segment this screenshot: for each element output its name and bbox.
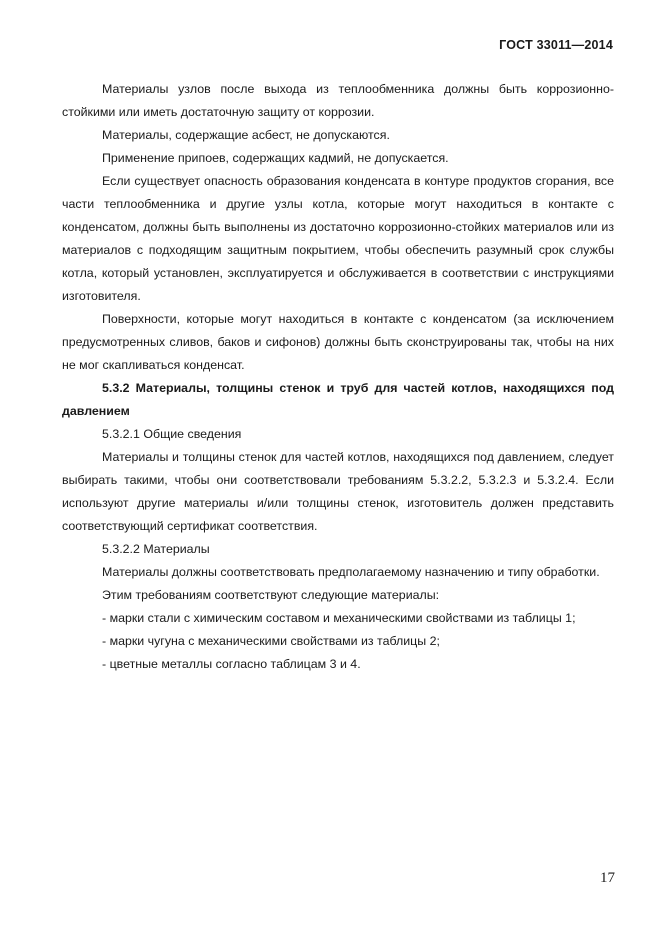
paragraph: Применение припоев, содержащих кадмий, не допускается. [102,151,449,165]
section-heading: 5.3.2 Материалы, толщины стенок и труб для частей котлов, находящихся под давлением [62,381,614,418]
page-number: 17 [600,870,615,886]
document-body [62,78,614,676]
list-item: - марки стали с химическим составом и механическими свойствами из таблицы 1; [102,611,576,625]
paragraph: Материалы, содержащие асбест, не допускаются. [102,128,390,142]
subsection-heading: 5.3.2.2 Материалы [102,542,210,556]
paragraph: Этим требованиям соответствуют следующие материалы: [102,588,440,602]
list-item: - марки чугуна с механическими свойствами из таблицы 2; [102,634,440,648]
paragraph: Материалы и толщины стенок для частей котлов, находящихся под давлением, следует выбирать такими, чтобы они соответствовали требованиям 5.3.2.2, 5.3.2.3 и 5.3.2.4. Если используют другие материалы и/или толщины стенок, изготовитель должен представить соответствующий сертификат соответствия. [62,450,614,533]
list-item: - цветные металлы согласно таблицам 3 и 4. [102,657,361,671]
document-header: ГОСТ 33011—2014 [499,38,613,52]
paragraph: Поверхности, которые могут находиться в контакте с конденсатом (за исключением предусмотренных сливов, баков и сифонов) должны быть сконструированы так, чтобы на них не мог скапливаться конденсат. [62,312,614,372]
subsection-heading: 5.3.2.1 Общие сведения [102,427,242,441]
paragraph: Если существует опасность образования конденсата в контуре продуктов сгорания, все части теплообменника и другие узлы котла, которые могут находиться в контакте с конденсатом, должны быть выполнены из достаточно коррозионно-стойких материалов или из материалов с подходящим защитным покрытием, чтобы обеспечить разумный срок службы котла, который установлен, эксплуатируется и обслуживается в соответствии с инструкциями изготовителя. [62,174,614,303]
paragraph: Материалы узлов после выхода из теплообменника должны быть коррозионно-стойкими или иметь достаточную защиту от коррозии. [62,82,614,119]
paragraph: Материалы должны соответствовать предполагаемому назначению и типу обработки. [102,565,600,579]
